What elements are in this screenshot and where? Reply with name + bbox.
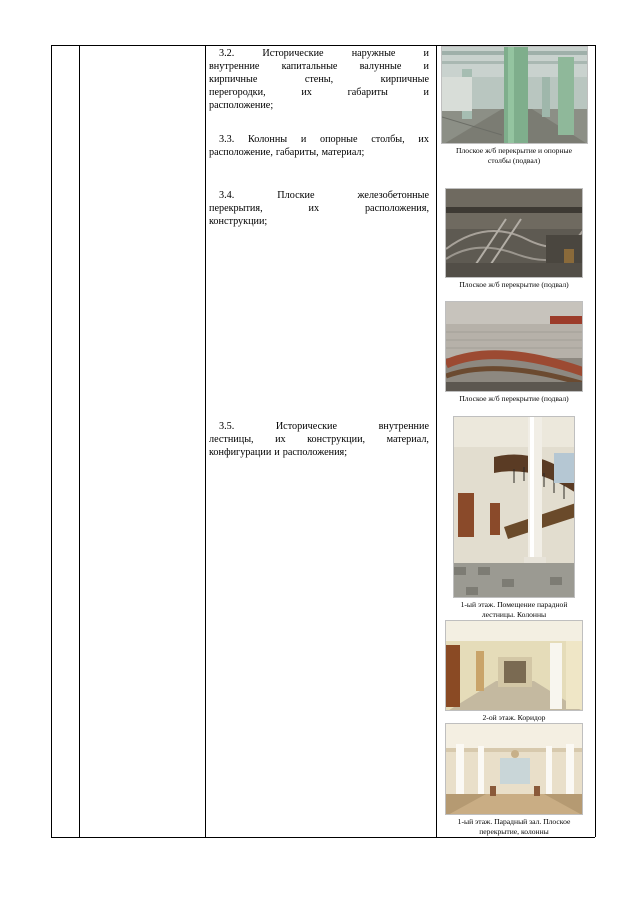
text-line — [209, 433, 429, 446]
text-line — [209, 446, 429, 459]
word: конфигурации — [209, 447, 272, 458]
photo-basement-slab-1 — [445, 188, 583, 278]
photo-ceremonial-hall — [445, 723, 583, 815]
word: 3.3. — [219, 134, 235, 145]
table-col-border-1 — [51, 45, 52, 837]
word: валунные — [359, 61, 402, 72]
photo-caption-ceremonial-hall — [437, 817, 591, 837]
word: стены, — [304, 74, 334, 85]
word: и — [274, 447, 280, 458]
text-line — [209, 189, 429, 202]
word: внутренние — [209, 61, 260, 72]
word: капитальные — [281, 61, 338, 72]
photo-staircase-hall — [453, 416, 575, 598]
text-line — [209, 215, 429, 228]
caption-line: 2-ой этаж. Коридор — [482, 713, 546, 722]
word: кирпичные — [209, 74, 258, 85]
word: расположение, — [209, 147, 273, 158]
text-line — [209, 86, 429, 99]
caption-line: Плоское ж/б перекрытие и опорные — [455, 146, 572, 155]
section-3-5-text — [209, 420, 429, 459]
section-3-4-text — [209, 189, 429, 228]
word: и — [423, 48, 429, 59]
word: опорные — [319, 134, 358, 145]
word: наружные — [351, 48, 396, 59]
word: 3.4. — [219, 190, 235, 201]
word: кирпичные — [380, 74, 429, 85]
word: конструкции; — [209, 216, 268, 227]
photo-basement-slab-2 — [445, 301, 583, 392]
text-line — [209, 133, 429, 146]
photo-corridor — [445, 620, 583, 711]
word: и — [300, 134, 307, 145]
caption-line: лестницы. Колонны — [481, 610, 547, 619]
photo-caption-staircase-hall — [437, 600, 591, 620]
word: Колонны — [247, 134, 288, 145]
word: Исторические — [275, 421, 338, 432]
word: их — [275, 434, 286, 445]
caption-line: 1-ый этаж. Помещение парадной — [460, 600, 568, 609]
word: Исторические — [262, 48, 324, 59]
word: столбы, — [371, 134, 405, 145]
caption-line: столбы (подвал) — [487, 156, 541, 165]
word: расположения; — [282, 447, 348, 458]
word: железобетонные — [357, 190, 429, 201]
word: их — [308, 203, 320, 214]
table-bottom-border — [51, 837, 595, 838]
photo-caption-corridor — [437, 713, 591, 723]
word: 3.5. — [219, 421, 235, 432]
text-line — [209, 47, 429, 60]
word: перекрытия, — [209, 203, 263, 214]
word: материал, — [386, 434, 429, 445]
word: их — [418, 134, 429, 145]
text-line — [209, 146, 429, 159]
word: расположения, — [364, 203, 429, 214]
text-line — [209, 60, 429, 73]
caption-line: Плоское ж/б перекрытие (подвал) — [459, 394, 569, 403]
photo-caption-basement-columns — [437, 146, 591, 166]
section-3-2-text — [209, 47, 429, 112]
word: перегородки, — [209, 87, 266, 98]
word: Плоские — [277, 190, 315, 201]
section-3-3-text — [209, 133, 429, 159]
word: их — [301, 87, 312, 98]
text-line — [209, 73, 429, 86]
table-col-border-2 — [79, 45, 80, 837]
word: внутренние — [378, 421, 429, 432]
table-col-border-3 — [205, 45, 206, 837]
text-line — [209, 420, 429, 433]
text-line — [209, 202, 429, 215]
word: и — [423, 87, 429, 98]
word: габариты, — [275, 147, 319, 158]
word: лестницы, — [209, 434, 254, 445]
text-line — [209, 99, 429, 112]
word: материал; — [321, 147, 365, 158]
caption-line: 1-ый этаж. Парадный зал. Плоское — [457, 817, 571, 826]
word: и — [423, 61, 429, 72]
word: конструкции, — [307, 434, 366, 445]
word: расположение; — [209, 100, 274, 111]
photo-basement-columns — [441, 46, 588, 144]
caption-line: Плоское ж/б перекрытие (подвал) — [459, 280, 569, 289]
caption-line: перекрытие, колонны — [479, 827, 549, 836]
word: 3.2. — [219, 48, 235, 59]
photo-caption-basement-slab-2 — [437, 394, 591, 404]
table-col-border-5 — [595, 45, 596, 837]
photo-caption-basement-slab-1 — [437, 280, 591, 290]
word: габариты — [347, 87, 388, 98]
